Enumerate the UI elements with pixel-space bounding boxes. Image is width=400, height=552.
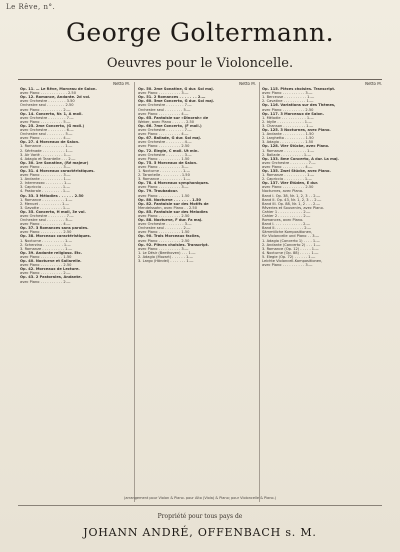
catalog-entry: Cahier 2 . . . . . . . . . . . 2.— [262, 214, 311, 218]
catalog-column-1 [20, 82, 130, 502]
catalog-entry: Op. 78. 4 Morceaux symphoniques. [138, 181, 210, 186]
catalog-entry: 2. Scherzino . . . . . . . . . 1.— [20, 242, 71, 247]
catalog-entry: avec Piano . . . . . . . . . . 1.50 [20, 254, 72, 259]
catalog-entry: Op. 37. 3 Romances sans paroles. [20, 226, 89, 231]
catalog-entry: avec Orchestre . . . . . . . . 3.— [138, 152, 192, 157]
catalog-entry: 1. Romanze . . . . . . . . . . 1.— [262, 173, 315, 178]
top-divider [18, 79, 382, 80]
catalog-entry: Weber, avec Piano . . . . . . 2.50 [138, 119, 195, 124]
catalog-entry: avec Piano . . . . . . . . . . 2.50 [20, 230, 72, 235]
column-2-list [138, 87, 256, 263]
column-2-price-header: Netto M. [238, 82, 256, 86]
catalog-entry: avec Orchestre . . . . . . . . 7.— [262, 160, 316, 165]
catalog-entry: 5. Elegie (Op. 72) . . . . . . 1.— [262, 254, 316, 259]
column-1-list [20, 87, 130, 284]
catalog-entry: 1. Nocturne . . . . . . . . . . 1.— [20, 238, 73, 243]
catalog-entry: 1. Andante . . . . . . . . . . 1.— [20, 177, 71, 182]
catalog-entry: Op. 51. 2 Romances . . . . . . . 2.— [138, 95, 206, 100]
catalog-entry: Rêveries et Souvenirs, avec Piano. [262, 205, 324, 210]
catalog-entry: avec Piano . . . . . . . . . . 2.— [20, 279, 71, 284]
catalog-entry: avec Orchestre . . . . . . . . 7.— [20, 115, 74, 120]
column-1-price-header: Netto M. [112, 82, 130, 86]
catalog-entry: Sämmtliche Kompositionen, [262, 230, 313, 235]
catalog-entry: avec Piano . . . . . . . . . . 3.— [20, 164, 71, 169]
catalog-entry: Op. 75. 5 Morceaux de Salon. [138, 160, 198, 165]
catalog-entry: avec Piano . . . . . . . . . . 2.50 [138, 214, 190, 218]
catalog-entry: Op. 92. Pièces choisies. Transcript. [138, 242, 209, 247]
catalog-entry: Band I. Op. 38, Nr. 1, 2, 3 . . 2.— [262, 193, 321, 198]
catalog-entry: avec Orchestre . . . . . . . . 3.50 [20, 99, 75, 104]
catalog-entry: 1. Romance . . . . . . . . . . 1.— [20, 197, 73, 202]
catalog-entry: Op. 12. Romance, Andante. 2d vol. [20, 95, 91, 100]
catalog-entry: avec Orchestre . . . . . . . . 7.— [20, 214, 74, 218]
catalog-entry: avec Piano . . . . . . . . . . 3.— [262, 263, 313, 268]
catalog-entry: Op. 38. Morceaux caractéristiques. [20, 234, 92, 239]
catalog-entry: Op. 125. 3 Nocturnes, avec Piano. [262, 128, 331, 133]
catalog-entry: Mendelssohn, avec Piano . . 2.50 [138, 205, 198, 210]
catalog-entry: avec Piano . . . . . . . . . . 2.50 [20, 263, 72, 268]
catalog-entry: 1. Berceuse . . . . . . . . . . 1.— [262, 95, 315, 100]
catalog-entry: Band II. . . . . . . . . . . . . 2.— [262, 226, 312, 231]
catalog-entry: Orchestre seul . . . . . . . . 5.— [20, 218, 73, 223]
catalog-entry: avec Piano . . . . . . . . . . 3.— [20, 173, 71, 178]
catalog-entry: Op. 27. 4 Morceaux de Salon. [20, 140, 80, 145]
catalog-entry: avec Piano . . . . . . . . . . 2.50 [138, 144, 190, 149]
catalog-entry: avec Orchestre . . . . . . . . 3.— [138, 222, 192, 227]
catalog-entry: avec Piano . . . . . . . . . . 1.50 [138, 156, 190, 161]
catalog-entry: avec Orchestre . . . . . . . . 7.— [138, 128, 192, 133]
catalog-entry: avec Piano . . . . . . . . . . 2.— [20, 107, 71, 112]
catalog-entry: für Violoncelle und Piano . . 3.— [262, 234, 320, 239]
catalog-column-3 [262, 82, 382, 502]
catalog-entry: avec Piano . . . . . . . . . . 3.— [262, 91, 313, 96]
catalog-entry: 2. Adagio (Mozart) . . . . . . 1.— [138, 254, 194, 259]
catalog-entry: Orchestre seul . . . . . . . . 5.— [138, 107, 191, 112]
catalog-entry: Op. 66. 7me Concerto, (F moll.) [138, 123, 202, 128]
property-notice: Propriété pour tous pays de [157, 513, 243, 520]
catalog-entry: 2. Capriccio . . . . . . . . . 1.— [262, 177, 312, 182]
catalog-entry: avec Piano . . . . . . . . . . 4.— [20, 222, 71, 227]
catalog-entry: Op. 82. Fantaisie sur des Motifs de [138, 201, 209, 206]
catalog-column-2 [138, 82, 256, 502]
catalog-subtitle: Oeuvres pour le Violoncelle. [106, 56, 294, 71]
catalog-entry: Op. 133. 8me Concerto, A dur. La maj. [262, 156, 339, 161]
catalog-entry: avec Piano . . . . . . . . . . 1.50 [138, 230, 190, 235]
catalog-entry: Op. 85. Fantaisie sur des Melodies [138, 209, 208, 214]
catalog-entry: avec Piano . . . . . . . . . . 3.— [138, 91, 189, 96]
catalog-entry: Op. 43. 2 Pastorales, Andante. [20, 275, 82, 280]
catalog-entry: Op. 11. — Le Rêve, Morceau de Salon. [20, 87, 97, 92]
catalog-entry: Band I. . . . . . . . . . . . . 2.— [262, 222, 311, 227]
catalog-entry: Romances, avec Piano. [262, 218, 304, 223]
catalog-entry: 3. Romanze . . . . . . . . . . 1.— [20, 246, 73, 251]
catalog-entry: Op. 35. Concerto, H moll, 3e vol. [20, 209, 86, 214]
column-divider-2 [259, 82, 260, 502]
catalog-entry: 3. Adagio . . . . . . . . . . . 1.50 [262, 140, 314, 145]
catalog-entry: Orchestre seul . . . . . . . . 2.— [138, 226, 191, 231]
catalog-entry: avec Piano . . . . . . . . . . 4.— [20, 136, 71, 141]
catalog-entry: 3. Chanson . . . . . . . . . . 1.— [262, 123, 314, 128]
catalog-entry: Op. 80. Nocturne . . . . . . . 1.50 [138, 197, 201, 202]
catalog-entry: avec Piano . . . . . . . . . . 3.— [138, 246, 189, 251]
catalog-entry: 4. Nocturne (Op. 88) . . . . . 1.— [262, 250, 319, 255]
catalog-entry: avec Piano . . . . . . . . . . . . 2.50 [20, 91, 76, 96]
catalog-entry: Op. 42. Morceaux de Lecture. [20, 267, 80, 272]
arrangement-note: (arrangement pour Violon & Piano. pour Alto (Viola) & Piano; pour Violoncelle & Piano.) [124, 496, 276, 500]
catalog-entry: Op. 40. Nocturne et Sallarelle. [20, 259, 82, 264]
catalog-entry: Op. 50. 2me Sonatine, G dur. Sol maj. [138, 87, 214, 92]
catalog-entry: avec Piano . . . . . . . . . . 3.— [138, 185, 189, 190]
catalog-entry: avec Piano . . . . . . . . . . 5.— [20, 119, 71, 124]
catalog-entry: Op. 72. Elegie, C moll. Ut min. [138, 148, 199, 153]
catalog-entry: 3. Air Varié . . . . . . . . . . 1.— [20, 152, 71, 157]
catalog-entry: 1. Romanze . . . . . . . . . . 1.— [262, 148, 315, 153]
catalog-entry: avec Piano . . . . . . . . . . 4.— [138, 111, 189, 116]
catalog-entry: Op. 128. Vier Stücke, avec Piano. [262, 144, 330, 149]
catalog-entry: Op. 116. Variations sur des Thèmes, [262, 103, 336, 108]
catalog-entry: avec Piano . . . . . . . . . . 4.— [262, 164, 313, 169]
catalog-entry: 2. Larghetto . . . . . . . . . 1.50 [262, 136, 314, 141]
catalog-entry: 3. Romance (Op. 12) . . . . . 1.— [262, 246, 319, 251]
catalog-entry: 1. Le Désir (Beethoven) . . . 1.— [138, 250, 196, 255]
catalog-entry: avec Orchestre . . . . . . . . 4.— [138, 140, 192, 145]
catalog-entry: Op. 67. Ballade, G dur. Sol maj. [138, 136, 202, 141]
catalog-entry: Op. 65. Fantaisie sur «Dinorah» de [138, 115, 209, 120]
corner-label: Le Rêve, n°. [6, 3, 56, 11]
column-3-list [262, 87, 382, 267]
catalog-entry: Nocturnes, avec Piano. [262, 189, 304, 194]
catalog-entry: 1. Nocturne . . . . . . . . . . 1.— [138, 168, 191, 173]
catalog-entry: 1. Mélodie . . . . . . . . . . . 1.— [262, 115, 314, 120]
catalog-entry: 2. Andante (Concerto 2) . . . 1.— [262, 242, 321, 247]
bottom-divider [18, 505, 382, 506]
catalog-entry: 2. Menuet . . . . . . . . . . 1.— [20, 201, 70, 206]
publisher-name: JOHANN ANDRÉ, OFFENBACH s. M. [83, 526, 317, 539]
catalog-entry: 3. Romance . . . . . . . . . . 1.— [138, 177, 191, 182]
catalog-entry: avec Orchestre . . . . . . . . 6.— [20, 128, 74, 133]
catalog-entry: 2. Sérénade . . . . . . . . . . 1.— [20, 148, 73, 153]
column-divider-1 [134, 82, 135, 502]
catalog-entry: 3. Largo (Händel) . . . . . . . 1.— [138, 259, 194, 264]
column-3-price-header: Netto M. [364, 82, 382, 86]
catalog-entry: Op. 117. 3 Morceaux de Salon. [262, 111, 324, 116]
catalog-entry: Op. 31. 4 Morceaux caractéristiques. [20, 168, 95, 173]
catalog-entry: 1. Adagio (Concerto 1) . . . . 1.— [262, 238, 320, 243]
catalog-entry: Op. 60. 5me Concerto, G dur. Sol maj. [138, 99, 215, 104]
catalog-entry: avec Orchestre . . . . . . . . 7.— [138, 103, 192, 108]
catalog-entry: Op. 137. Vier Etüden, E dur. [262, 181, 319, 186]
catalog-entry: Leichte Violoncell-Kompositionen, [262, 259, 323, 264]
catalog-entry: Orchestre seul . . . . . . . . 2.50 [20, 103, 74, 108]
catalog-entry: 1. Romance . . . . . . . . . . 1.— [20, 144, 73, 149]
composer-title: George Goltermann. [65, 18, 335, 47]
catalog-entry: Op. 79. Troubadour. [138, 189, 178, 194]
catalog-entry: avec Piano . . . . . . . . . . 2.50 [262, 185, 314, 190]
catalog-entry: Orchestre seul . . . . . . . . 5.— [20, 132, 73, 137]
catalog-entry: 2. Ballade . . . . . . . . . . 1.— [262, 152, 311, 157]
catalog-entry: Band II. Op. 43, Nr. 1, 2, 3 . . 2.— [262, 197, 322, 202]
catalog-entry: 2. Cavatine . . . . . . . . . . 1.— [262, 99, 314, 104]
catalog-entry: avec Piano . . . . . . . . . . 4.— [138, 132, 189, 137]
catalog-entry: avec Piano . . . . . . . . . . 2.50 [262, 107, 314, 112]
catalog-entry: avec Piano . . . . . . . . . . 2.50 [138, 238, 190, 243]
catalog-entry: Op. 88. Nocturne, F dur. Fa maj. [138, 218, 203, 223]
catalog-entry: Op. 14. Concerto, Nr. 1, A moll. [20, 111, 83, 116]
catalog-entry: Op. 115. Pièces choisies. Transcript. [262, 87, 336, 92]
catalog-entry: Op. 30. 1re Sonatine, (Ré majeur) [20, 160, 89, 165]
catalog-entry: Op. 135. Zwei Stücke, avec Piano. [262, 168, 331, 173]
catalog-entry: Op. 39. Andante religioso. Etc. [20, 250, 83, 255]
catalog-entry: 3. Capriccio . . . . . . . . . 1.— [20, 185, 70, 190]
catalog-entry: 4. Adagio et Tarantelle . . . 2.— [20, 156, 76, 161]
catalog-entry: Op. 90. Trois Morceaux faciles, [138, 234, 201, 239]
catalog-entry: avec Piano . . . . . . . . . . 2.— [20, 271, 71, 276]
catalog-entry: 3. Gavotte . . . . . . . . . . 1.— [20, 205, 70, 210]
catalog-entry: avec Piano . . . . . . . . . . 1.50 [138, 193, 190, 198]
catalog-entry: 2. Idylle . . . . . . . . . . . . 1.— [262, 119, 312, 124]
catalog-entry: Cahier 1 . . . . . . . . . . . 2.— [262, 209, 311, 214]
catalog-entry: 4. Pastorale . . . . . . . . . 1.— [20, 189, 70, 194]
catalog-entry: Op. 25. 2me Concerto, (G moll.) [20, 123, 85, 128]
catalog-entry: 1. Andante . . . . . . . . . . 1.50 [262, 132, 314, 137]
catalog-entry: 2. Tarantelle . . . . . . . . . 1.50 [138, 173, 190, 178]
catalog-entry: Band III. Op. 88, Nr. 1, 2 . . . 2.— [262, 201, 321, 206]
catalog-entry: avec Piano . . . . . . . . . . 3.— [138, 164, 189, 169]
catalog-entry: 2. Intermezzo . . . . . . . . 1.— [20, 181, 72, 186]
catalog-entry: Op. 33. 3 Mélodies . . . . . . 2.50 [20, 193, 84, 198]
